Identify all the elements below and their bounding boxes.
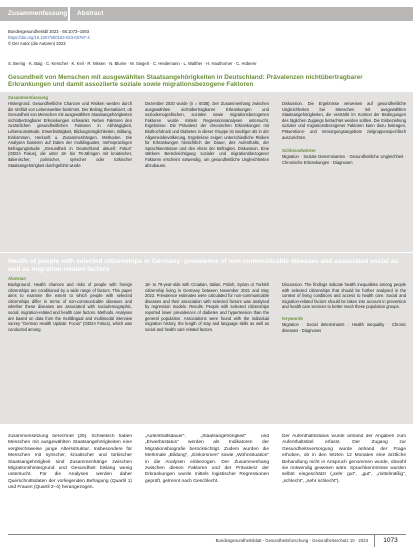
english-abstract-col-2 [145,282,269,420]
english-abstract-text-3: Discussion. The findings indicate health inequalities among people with selected citizenships that should be further analysed in the context of living conditions and access to health care. Social and migration-related factors should be taken into account in prevention and health care services to better reach these population groups. [282,282,406,310]
section-header-bar [0,7,413,21]
body-text-col-3: Der Aufenthaltsstatus wurde anhand der Angaben zum Aufenthaltstitel erfasst. Der Zugang zur Gesundheitsversorgung wurde anhand der Frage erhoben, ob in den letzten 12 Monaten eine ärztliche Behandlung nicht in Anspruch genommen wurde, obwohl sie notwendig gewesen wäre. Sprachkenntnisse wurden selbst eingeschätzt („sehr gut“, „gut“, „mittelmäßig“, „schlecht“, „sehr schlecht“). [282,434,406,484]
english-abstract-heading: Abstract [8,276,26,281]
author-list: S. Bernig · K. Baig · C. Kerschel · K. Keil · R. Nissen · N. Blume · M. Siegert · C. Heidemann · L. Walther · H. Hauthorner · C. Hoberer [8,61,257,66]
doi-link-line [8,35,90,40]
english-abstract-col-3 [282,282,406,420]
body-text-col-1: zusammensetzung berechnet [30]. Schließlich haben Menschen mit ausgewählten Staatsangehörigkeiten eine vergleichsweise junge Altersstruktur. Insbesondere für Menschen mit syrischer, kroatischer und türkischer Staatsangehörigkeit sind Zusammenhänge zwischen Migrationshintergrund und Gesundheit bislang wenig untersucht. Für die Analysen werden daher Querschnittsdaten der vorliegenden Befragung (Quartil 1) und Frauen (Quartil 2–4) herangezogen. [8,434,132,491]
german-abstract-text-1: Hintergrund. Gesundheitliche Chancen und Risiken werden durch die Vielfalt von Lebenswelten bestimmt. Der Beitrag thematisiert, ob Gesundheit von Menschen mit ausgewählten Staatsangehörigkeiten nichtübertragbarer Erkrankungen schwankt. Neben Faktoren den zusätzlichen gesundheitlichen Faktoren in Abhängigkeit, Lebensumstände, Erwerbstätigkeit, Bildungsmöglichkeiten, Bildung, Einkommen, Herkunft u. Zusammenhängen. Methoden. Die Analysen basieren auf Daten der multilingualen, mehrsprachigen Befragungsstudie „Gesundheit in Deutschland aktuell: Fokus“ (GEDA Fokus), die unter 18- bis 79-Jährigen mit kroatischer, italienischer, polnischer, syrischer oder türkischer Staatsangehörigkeit durchgeführt wurde [8,101,132,168]
german-keywords-heading: Schlüsselwörter [282,148,316,154]
body-text-col-2: „Aufenthaltsdauer“, „Staatsangehörigkeit“ und „Erwerbsstatus“ werden als Indikatoren der Migrationsbiografie berücksichtigt. Zudem wurden die Merkmale „Bildung“, „Einkommen“ sowie „Wohnsituation“ in die Analysen einbezogen. Der Zusammenhang zwischen diesen Faktoren und der Prävalenz der Erkrankungen wurde mittels logistischer Regressionen geprüft, getrennt nach Geschlecht. [145,434,269,484]
german-abstract-text-3: Diskussion. Die Ergebnisse verweisen auf gesundheitliche Ungleichheiten bei Menschen mit ausgewählten Staatsangehörigkeiten, die verstärkt im Kontext der Bedingungen des täglichen Zugangs betrachtet werden sollten. Die Einbeziehung sozialer und migrationsbezogener Faktoren kann dazu beitragen, Präventions- und Versorgungsangebote zielgruppenspezifisch auszurichten. [282,101,406,140]
german-abstract-text-2: Dezember 2020 wurde (n = 6038). Der Zusammenhang zwischen ausgewählten nichtübertragbaren Erkrankungen und soziodemografischen, sozialen sowie migrationsbezogenen Faktoren wurde mittels Regressionsanalysen untersucht. Ergebnisse. Die Prävalenz der chronischen Erkrankungen mit Bluthochdruck und Diabetes in dieser Gruppe ist niedriger als in der Allgemeinbevölkerung. Ergebnisse zeigen unterschiedliche Risiken für Erkrankungen hinsichtlich der Dauer, des Aufenthalts, der Sprachkenntnisse und des Alters der Befragten. Diskussion. Eine stärkere Berücksichtigung sozialer und migrationsbezogener Faktoren erscheint notwendig, um gesundheitliche Ungleichheiten abzubauen. [145,101,269,168]
page-number: 1073 [374,535,406,547]
german-title: Gesundheit von Menschen mit ausgewählten Staatsangehörigkeiten in Deutschland: Prävalenzen nichtübertragbarer Erkrankungen und damit assoziierte soziale sowie migrationsbezogene Faktoren [8,74,363,89]
english-abstract-text-2: 18- to 79-year-olds with Croatian, Italian, Polish, Syrian or Turkish citizenship living in Germany between November 2021 and May 2022. Prevalence estimates were calculated for non-communicable diseases and their association with selected factors was analysed by regression models. Results. People with selected citizenships reported lower prevalences of diabetes and hypertension than the general population. Associations were found with the individual migration history, the length of stay and language skills as well as social and health care related factors. [145,282,269,332]
tab-zusammenfassung: Zusammenfassung [8,10,68,17]
copyright: © Der Autor (die Autoren) 2023 [8,41,66,46]
german-abstract-col-1 [8,95,132,249]
german-abstract-col-3 [282,101,406,249]
english-keywords: Migration · Social determinants · Health inequality · Chronic diseases · Diagnoses [282,322,406,333]
header-divider [68,7,70,21]
panel-divider [0,252,413,253]
citation: Bundesgesundheitsbl 2023 · 66:1073–1083 [8,29,90,34]
english-abstract-col-1 [8,276,132,420]
german-abstract-heading: Zusammenfassung [8,95,49,100]
german-abstract-panel [0,92,413,252]
footer-journal: Bundesgesundheitsblatt - Gesundheitsforschung - Gesundheitsschutz 10 · 2023 [215,538,368,543]
english-keywords-heading: Keywords [282,315,303,321]
doi-link[interactable]: https://doi.org/10.1007/s00103-023-03767-4 [8,35,90,40]
german-abstract-col-2 [145,101,269,249]
english-abstract-text-1: Background. Health chances and risks of people with foreign citizenships are conditioned by a wide range of factors. This paper aims to examine the extent to which people with selected citizenships differ in terms of non-communicable diseases and whether these diseases are associated with sociodemographic, social, migration-related and health care factors. Methods. Analyses are based on data from the multilingual and multimodal interview survey “German Health Update: Focus” (GEDA Fokus), which was conducted among [8,282,132,332]
german-keywords: Migration · Soziale Determinanten · Gesundheitliche Ungleichheit · Chronische Erkrankungen · Diagnosen [282,154,406,165]
page-footer [8,534,406,546]
english-title: Health of people with selected citizenships in Germany: prevalence of non-communicable diseases and associated social as well as migration-related factors [8,258,398,273]
tab-abstract: Abstract [77,10,104,17]
